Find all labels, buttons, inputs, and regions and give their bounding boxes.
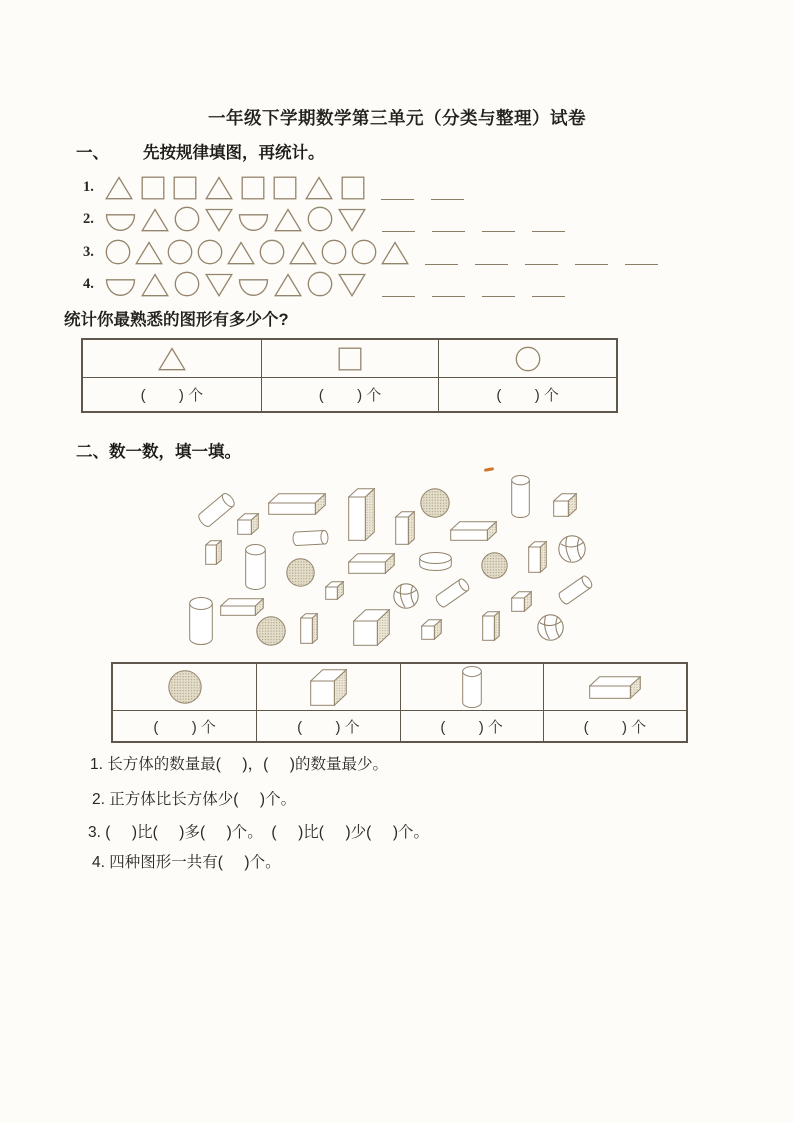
pattern-row-label: 1.	[83, 178, 94, 195]
shape-cylinder	[419, 552, 452, 571]
count-cell-cuboid[interactable]: ( ) 个	[543, 710, 686, 741]
answer-blank[interactable]	[532, 215, 565, 232]
circle-shape-icon	[307, 271, 333, 297]
circle-shape-icon	[105, 239, 131, 265]
answer-blank[interactable]	[432, 280, 465, 297]
square-icon	[338, 347, 362, 371]
shape-cuboid	[482, 611, 500, 641]
question-3: 3. ( )比( )多( )个。 ( )比( )少( )个。	[88, 824, 429, 841]
shape-cylinder	[433, 577, 471, 610]
shape-cuboid	[395, 511, 415, 545]
pattern-row-4	[83, 265, 675, 298]
triangle-down-shape-icon	[205, 273, 233, 297]
triangle-shape-icon	[205, 176, 233, 200]
shape-cuboid	[300, 613, 318, 644]
triangle-down-shape-icon	[338, 273, 366, 297]
pattern-shapes	[105, 206, 366, 232]
cube-icon	[310, 669, 347, 706]
semicircle-shape-icon	[105, 278, 136, 297]
shape-cube	[353, 609, 390, 646]
square-shape-icon	[241, 176, 265, 200]
triangle-shape-icon	[289, 241, 317, 265]
table-header-square	[261, 340, 439, 377]
stats-table-3d	[111, 662, 688, 743]
shape-cylinder	[556, 574, 594, 607]
count-cell-circle[interactable]: ( ) 个	[438, 377, 616, 411]
question-4: 4. 四种图形一共有( )个。	[92, 854, 281, 871]
circle-shape-icon	[174, 206, 200, 232]
pattern-shapes	[105, 271, 366, 297]
shape-cuboid	[450, 521, 497, 541]
scan-artifact-mark	[484, 467, 494, 472]
triangle-shape-icon	[135, 241, 163, 265]
answer-blank[interactable]	[575, 248, 608, 265]
triangle-shape-icon	[105, 176, 133, 200]
triangle-shape-icon	[141, 273, 169, 297]
answer-blank[interactable]	[432, 215, 465, 232]
answer-blank[interactable]	[431, 183, 464, 200]
triangle-shape-icon	[227, 241, 255, 265]
shape-cylinder	[292, 530, 329, 547]
shape-cuboid	[348, 553, 395, 574]
triangle-icon	[158, 347, 186, 371]
circle-shape-icon	[259, 239, 285, 265]
pattern-row-label: 3.	[83, 243, 94, 260]
shape-cuboid	[348, 488, 375, 541]
circle-shape-icon	[307, 206, 333, 232]
count-cell-cylinder[interactable]: ( ) 个	[400, 710, 543, 741]
answer-blank[interactable]	[382, 215, 415, 232]
shape-cylinder	[196, 491, 238, 530]
pattern-rows	[83, 167, 675, 297]
answer-blanks	[425, 248, 675, 265]
square-shape-icon	[173, 176, 197, 200]
shape-cylinder	[189, 597, 213, 645]
answer-blank[interactable]	[482, 280, 515, 297]
shape-ball	[558, 535, 586, 563]
triangle-shape-icon	[305, 176, 333, 200]
shape-cube	[553, 493, 577, 517]
answer-blank[interactable]	[381, 183, 414, 200]
answer-blank[interactable]	[382, 280, 415, 297]
shape-sphere	[286, 558, 315, 587]
shape-cube	[421, 619, 442, 640]
pattern-row-label: 2.	[83, 211, 94, 227]
table-header-sphere	[113, 664, 256, 710]
shape-sphere	[420, 488, 450, 518]
answer-blanks	[382, 280, 582, 297]
triangle-shape-icon	[381, 241, 409, 265]
circle-shape-icon	[197, 239, 223, 265]
page-title: 一年级下学期数学第三单元（分类与整理）试卷	[208, 108, 586, 128]
pattern-row-label: 4.	[83, 276, 94, 292]
question-2: 2. 正方体比长方体少( )个。	[92, 791, 297, 808]
shape-cube	[325, 581, 344, 600]
circle-shape-icon	[321, 239, 347, 265]
count-cell-square[interactable]: ( ) 个	[261, 377, 439, 411]
table-header-cube	[256, 664, 399, 710]
square-shape-icon	[341, 176, 365, 200]
section1-number: 一、	[76, 144, 109, 162]
shape-cylinder	[511, 475, 530, 518]
answer-blanks	[381, 183, 481, 200]
triangle-shape-icon	[141, 208, 169, 232]
count-cell-cube[interactable]: ( ) 个	[256, 710, 399, 741]
shape-sphere	[256, 616, 286, 646]
table-header-cuboid	[543, 664, 686, 710]
shape-cuboid	[205, 540, 222, 565]
square-shape-icon	[141, 176, 165, 200]
question-1: 1. 长方体的数量最( )，( )的数量最少。	[90, 756, 388, 773]
triangle-down-shape-icon	[338, 208, 366, 232]
shape-ball	[393, 583, 419, 609]
table-header-cylinder	[400, 664, 543, 710]
semicircle-shape-icon	[238, 278, 269, 297]
answer-blanks	[382, 215, 582, 232]
shape-cube	[237, 513, 259, 535]
pattern-row-3	[83, 232, 675, 265]
triangle-shape-icon	[274, 208, 302, 232]
shape-field	[185, 466, 625, 662]
shape-cuboid	[528, 541, 547, 573]
shape-cuboid	[220, 598, 264, 616]
shape-cuboid	[268, 493, 326, 515]
stats-prompt: 统计你最熟悉的图形有多少个?	[64, 311, 289, 329]
answer-blank[interactable]	[532, 280, 565, 297]
shape-cube	[511, 591, 532, 612]
shape-cylinder	[245, 544, 266, 590]
pattern-row-2	[83, 200, 675, 233]
section2-heading: 二、数一数，填一填。	[76, 443, 241, 461]
answer-blank[interactable]	[625, 248, 658, 265]
shape-sphere	[481, 552, 508, 579]
cylinder-icon	[462, 666, 482, 708]
count-cell-triangle[interactable]: ( ) 个	[83, 377, 261, 411]
answer-blank[interactable]	[482, 215, 515, 232]
triangle-down-shape-icon	[205, 208, 233, 232]
circle-shape-icon	[167, 239, 193, 265]
sphere-icon	[168, 670, 202, 704]
pattern-shapes	[105, 176, 365, 200]
square-shape-icon	[273, 176, 297, 200]
answer-blank[interactable]	[475, 248, 508, 265]
answer-blank[interactable]	[425, 248, 458, 265]
table-header-circle	[438, 340, 616, 377]
semicircle-shape-icon	[238, 213, 269, 232]
circle-shape-icon	[351, 239, 377, 265]
shape-ball	[537, 614, 564, 641]
table-header-triangle	[83, 340, 261, 377]
cuboid-icon	[589, 676, 641, 699]
answer-blank[interactable]	[525, 248, 558, 265]
stats-table-2d	[81, 338, 618, 413]
count-cell-sphere[interactable]: ( ) 个	[113, 710, 256, 741]
section1-heading-text: 先按规律填图，再统计。	[143, 144, 325, 162]
section1-heading	[76, 139, 325, 163]
circle-shape-icon	[174, 271, 200, 297]
circle-icon	[515, 346, 541, 372]
triangle-shape-icon	[274, 273, 302, 297]
pattern-row-1	[83, 167, 675, 200]
semicircle-shape-icon	[105, 213, 136, 232]
pattern-shapes	[105, 239, 409, 265]
